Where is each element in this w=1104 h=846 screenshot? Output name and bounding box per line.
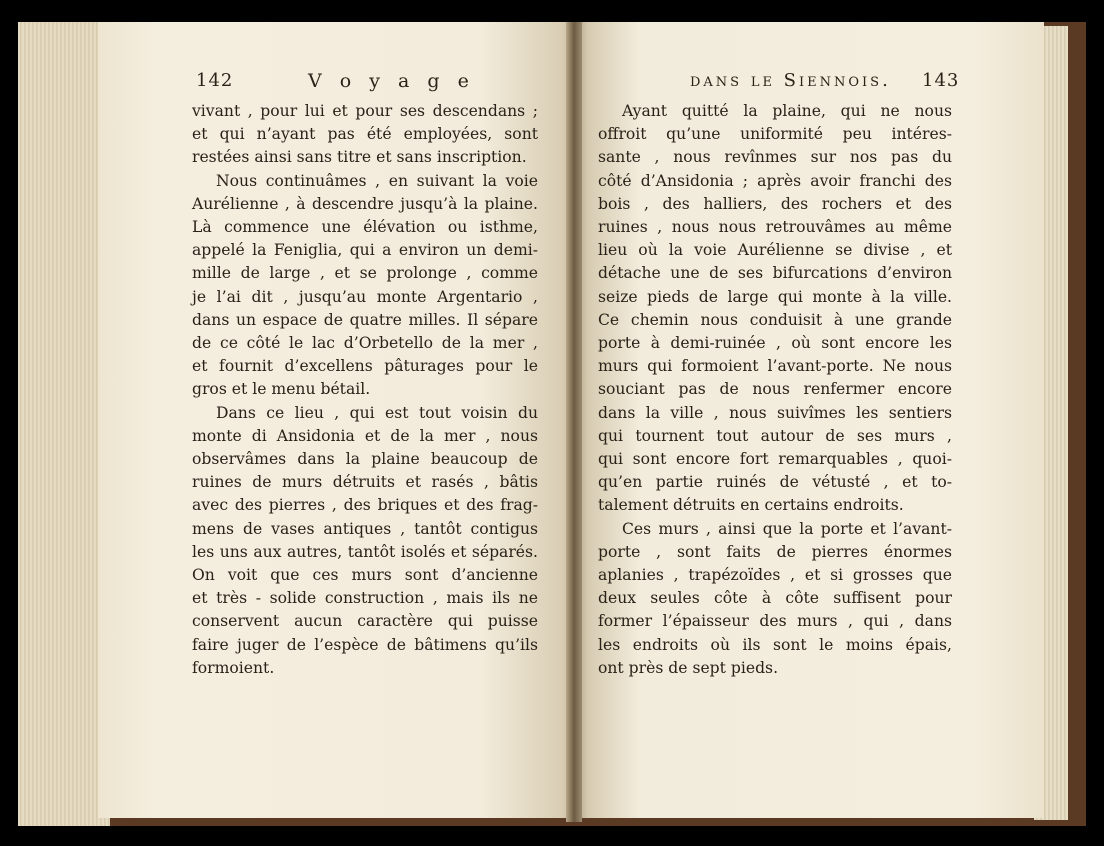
text-line: former l’épaisseur des murs , qui , dans [598,612,952,631]
left-page-header [196,70,536,100]
left-running-head: V o y a g e [308,70,475,92]
text-line: observâmes dans la plaine beaucoup de [192,450,538,469]
text-line: qu’en partie ruinés de vétusté , et to- [598,473,952,492]
right-page-number: 143 [922,70,960,91]
text-line: Ayant quitté la plaine, qui ne nous [622,102,952,120]
text-line: formoient. [192,658,275,677]
text-line: restées ainsi sans titre et sans inscription. [192,148,527,167]
text-line: ont près de sept pieds. [598,658,779,677]
text-line: aplanies , trapézoïdes , et si grosses que [598,566,952,585]
text-line: ruines , nous nous retrouvâmes au même [598,218,952,237]
text-line: ruines de murs détruits et rasés , bâtis [192,473,538,492]
text-line: appelé la Feniglia, qui a environ un demi- [192,241,538,260]
book-gutter [566,22,582,822]
text-line: Ces murs , ainsi que la porte et l’avant- [622,519,952,538]
text-line: les uns aux autres, tantôt isolés et séparés. [192,542,538,561]
text-line: mens de vases antiques , tantôt contigus [192,519,538,538]
text-line: je l’ai dit , jusqu’au monte Argentario , [192,287,538,306]
text-line: lieu où la voie Aurélienne se divise , et [598,241,952,260]
text-line: vivant , pour lui et pour ses descendans ; [192,102,538,120]
text-line: monte di Ansidonia et de la mer , nous [192,426,538,445]
text-line: Là commence une élévation ou isthme, [192,218,538,237]
text-line: dans la ville , nous suivîmes les sentiers [598,403,952,422]
text-line: qui sont encore fort remarquables , quoi- [598,450,952,469]
text-line: côté d’Ansidonia ; après avoir franchi des [598,171,952,190]
text-line: souciant pas de nous renfermer encore [598,380,952,399]
text-line: Nous continuâmes , en suivant la voie [216,171,538,190]
text-line: faire juger de l’espèce de bâtimens qu’ils [192,635,538,654]
text-line: et fournit d’excellens pâturages pour le [192,357,538,376]
text-line: murs qui formoient l’avant-porte. Ne nous [598,357,952,376]
text-line: offroit qu’une uniformité peu intéres- [598,125,952,144]
text-line: Ce chemin nous conduisit à une grande [598,310,952,329]
right-running-head: dans le Siennois. [690,70,891,91]
text-line: de ce côté le lac d’Orbetello de la mer , [192,334,538,353]
text-line: conservent aucun caractère qui puisse [192,612,538,631]
text-line: deux seules côte à côte suffisent pour [598,589,952,608]
text-line: dans un espace de quatre milles. Il sépare [192,310,538,329]
text-line: sante , nous revînmes sur nos pas du [598,148,952,167]
text-line: avec des pierres , des briques et des frag- [192,496,538,515]
text-line: Dans ce lieu , qui est tout voisin du [216,403,538,422]
text-line: bois , des halliers, des rochers et des [598,194,952,213]
right-page-body [598,100,952,680]
text-line: détache une de ses bifurcations d’environ [598,264,952,283]
text-line: les endroits où ils sont le moins épais, [598,635,952,654]
text-line: talement détruits en certains endroits. [598,496,904,515]
left-page-body [192,100,538,680]
text-line: qui tournent tout autour de ses murs , [598,426,952,445]
text-line: mille de large , et se prolonge , comme [192,264,538,283]
text-line: seize pieds de large qui monte à la ville. [598,287,952,306]
text-line: et qui n’ayant pas été employées, sont [192,125,538,144]
text-line: gros et le menu bétail. [192,380,371,399]
page-edges-left [18,22,110,826]
text-line: et très - solide construction , mais ils ne [192,589,538,608]
right-page-header [690,70,962,100]
text-line: Aurélienne , à descendre jusqu’à la plaine. [192,194,538,213]
text-line: porte , sont faits de pierres énormes [598,542,952,561]
left-page-number: 142 [196,70,234,91]
text-line: On voit que ces murs sont d’ancienne [192,566,538,585]
text-line: porte à demi-ruinée , où sont encore les [598,334,952,353]
